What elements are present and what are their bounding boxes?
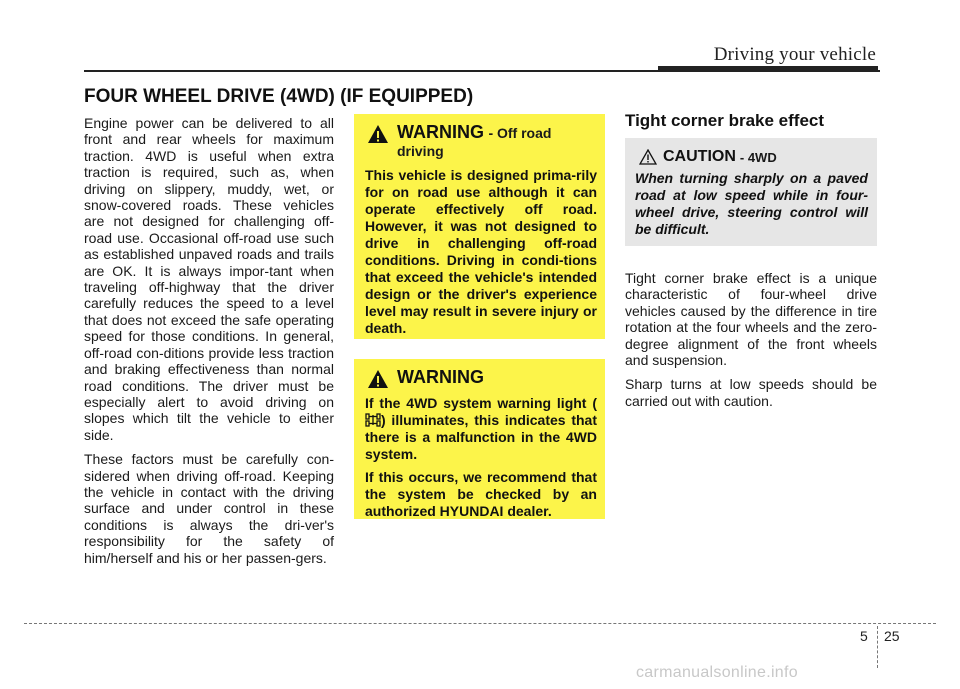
warning-title: WARNING — [397, 122, 484, 142]
4wd-warning-light-icon — [365, 413, 381, 427]
warning-text: This vehicle is designed prima-rily for on road use although it can operate effectively off road. However, it was not designed to drive in challenging off-road conditions. Driving in condi-tions that exceed the vehicle's intended design or the driver's experience level may result in severe injury or death. — [365, 167, 597, 336]
warning-triangle-icon — [367, 124, 389, 144]
warning-box-offroad — [354, 114, 605, 339]
header-rule-accent — [658, 66, 878, 72]
caution-box — [625, 138, 877, 246]
caution-subtitle: - 4WD — [739, 149, 777, 165]
page-divider — [877, 626, 878, 668]
watermark: carmanualsonline.info — [636, 664, 798, 681]
body-column-3 — [625, 270, 877, 417]
warning-text: If this occurs, we recommend that the system be checked by an authorized HYUNDAI dealer. — [365, 469, 597, 519]
warning-box-4wd-light — [354, 359, 605, 519]
chapter-number: 5 — [860, 628, 868, 644]
caution-title: CAUTION — [663, 148, 736, 165]
warning-subtitle: - Off road driving — [397, 125, 552, 159]
caution-triangle-icon — [639, 149, 657, 165]
body-column-1 — [84, 115, 334, 574]
caution-text: When turning sharply on a paved road at low speed while in four-wheel drive, steering control will be difficult. — [635, 170, 868, 237]
running-header: Driving your vehicle — [713, 44, 876, 65]
paragraph: These factors must be carefully con-sidered when driving off-road. Keeping the vehicle in contact with the driving surface and under control in these conditions is always the dri-ver's responsibility for the safety of him/herself and his or her passen-gers. — [84, 451, 334, 566]
warning-text: If the 4WD system warning light () illuminates, this indicates that there is a malfunction in the 4WD system. — [365, 395, 597, 462]
paragraph: Sharp turns at low speeds should be carried out with caution. — [625, 376, 877, 409]
subheading: Tight corner brake effect — [625, 111, 825, 130]
section-title: FOUR WHEEL DRIVE (4WD) (IF EQUIPPED) — [84, 86, 474, 107]
paragraph: Engine power can be delivered to all front and rear wheels for maximum traction. 4WD is useful when extra traction is required, such as, when driving on slippery, muddy, wet, or snow-covered roads. These vehicles are not designed for challenging off-road use. Occasional off-road use such as established unpaved roads and trails are OK. It is always impor-tant when traveling off-highway that the driver carefully reduces the speed to a level that does not exceed the safe operating speed for those conditions. In general, off-road con-ditions provide less traction and braking effectiveness than normal road conditions. The driver must be especially alert to avoid driving on slopes which tilt the vehicle to either side. — [84, 115, 334, 443]
paragraph: Tight corner brake effect is a unique characteristic of four-wheel drive vehicles caused by the difference in tire rotation at the four wheels and the zero-degree alignment of the front wheels and suspension. — [625, 270, 877, 369]
warning-triangle-icon — [367, 369, 389, 389]
footer-rule — [24, 623, 936, 624]
warning-title: WARNING — [397, 367, 484, 387]
page-number: 25 — [884, 628, 900, 644]
